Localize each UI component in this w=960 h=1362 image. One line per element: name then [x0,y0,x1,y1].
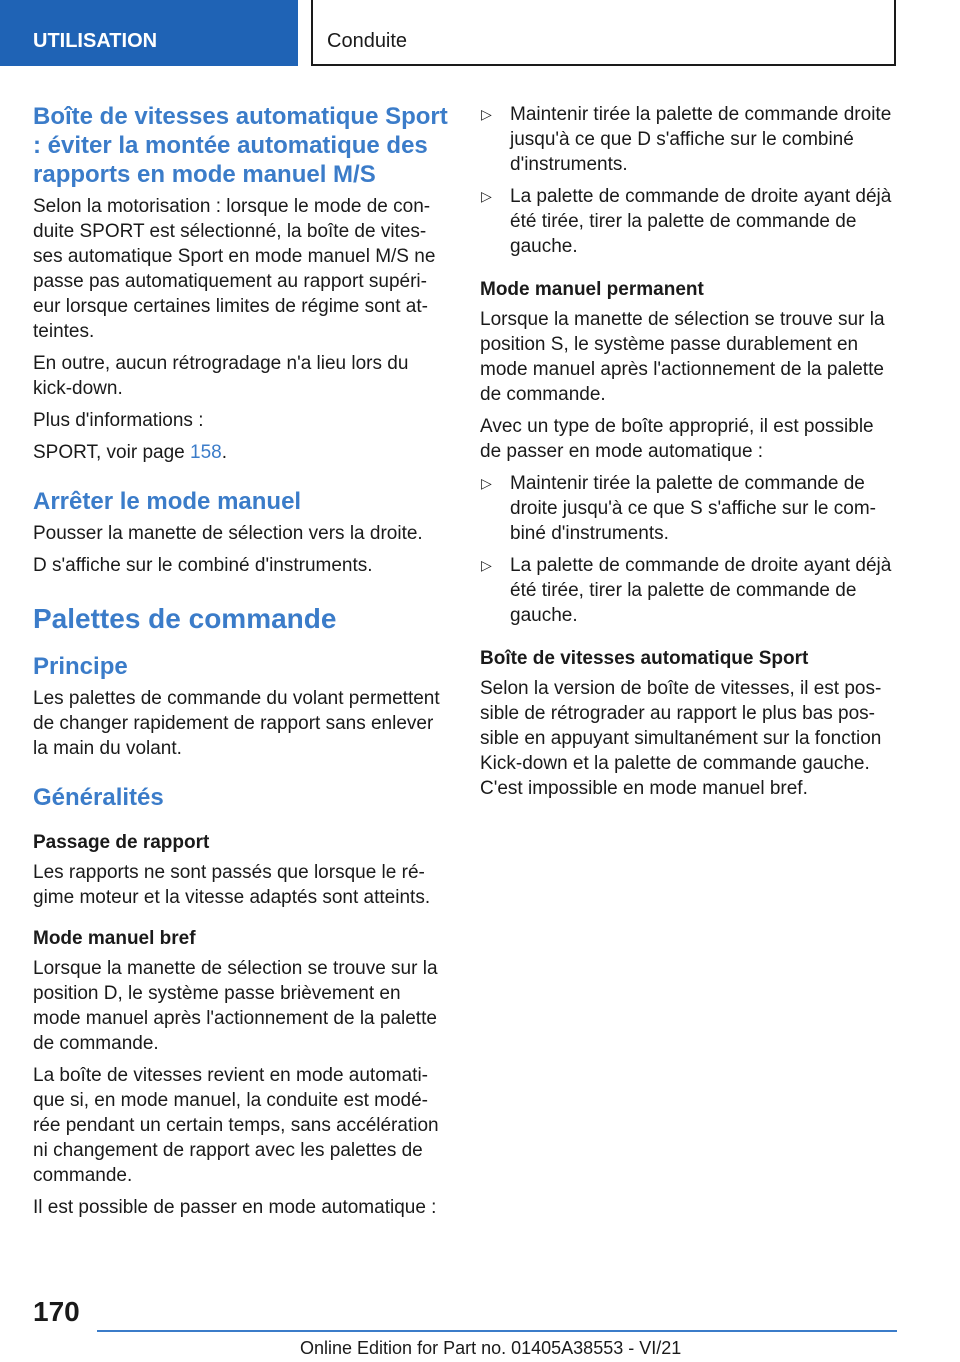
stop-manual-heading: Arrêter le mode manuel [33,488,302,515]
bullet-triangle-icon: ▷ [481,557,492,573]
cross-reference [33,440,451,465]
paragraph: Selon la motorisation : lorsque le mode de con-duite SPORT est sélectionné, la boîte de vites-ses automatique Sport en mode manuel M/S ne passe pas automatiquement au rapport supéri-eur lorsque certaines limites de régime sont at-teintes. [33,196,436,342]
left-column [33,102,451,1227]
list-item: ▷ Maintenir tirée la palette de commande droite jusqu'à ce que D s'affiche sur le combiné d'instruments. [481,104,892,175]
reference-text: SPORT, voir page [33,442,191,463]
list-item: ▷ Maintenir tirée la palette de commande de droite jusqu'à ce que S s'affiche sur le com-biné d'instruments. [481,473,876,544]
page-number: 170 [33,1296,80,1327]
principe-heading: Principe [33,653,128,680]
section-tab[interactable]: UTILISATION [0,0,298,66]
paragraph: Avec un type de boîte approprié, il est possible de passer en mode automatique : [480,416,874,462]
page-link[interactable]: 158 [190,442,222,463]
paragraph: Lorsque la manette de sélection se trouve sur la position D, le système passe brièvement en mode manuel après l'actionnement de la palette de commande. [33,958,438,1054]
paragraph: D s'affiche sur le combiné d'instruments. [33,555,373,576]
bref-heading: Mode manuel bref [33,928,196,949]
paragraph: Plus d'informations : [33,410,204,431]
list-item: ▷ La palette de commande de droite ayant déjà été tirée, tirer la palette de commande de gauche. [481,186,892,257]
bullet-triangle-icon: ▷ [481,188,492,204]
bullet-triangle-icon: ▷ [481,106,492,122]
reference-end: . [221,442,227,463]
chapter-tab[interactable]: Conduite [311,0,896,66]
perm-heading: Mode manuel permanent [480,279,704,300]
bullet-triangle-icon: ▷ [481,475,492,491]
paragraph: Selon la version de boîte de vitesses, il est pos-sible de rétrograder au rapport le plus bas pos-sible en appuyant simultanément sur la fonction Kick-down et la palette de commande gauche. C'est impossible en mode manuel bref. [480,678,882,799]
passage-heading: Passage de rapport [33,832,210,853]
paragraph: Pousser la manette de sélection vers la droite. [33,523,423,544]
footer-divider [97,1330,897,1332]
paragraph: Les rapports ne sont passés que lorsque le ré-gime moteur et la vitesse adaptés sont atteints. [33,862,431,908]
paragraph: Les palettes de commande du volant permettent de changer rapidement de rapport sans enlever la main du volant. [33,688,440,759]
sportbox-heading: Boîte de vitesses automatique Sport [480,648,809,669]
paragraph: La boîte de vitesses revient en mode automati-que si, en mode manuel, la conduite est modé-rée pendant un certain temps, sans accélération ni changement de rapport avec les palettes de commande. [33,1065,439,1186]
palettes-heading: Palettes de commande [33,603,337,634]
paragraph: Lorsque la manette de sélection se trouve sur la position S, le système passe durablement en mode manuel après l'actionnement de la palette de commande. [480,309,885,405]
footer-edition: Online Edition for Part no. 01405A38553 - VI/21 [300,1338,682,1358]
paragraph: Il est possible de passer en mode automatique : [33,1197,437,1218]
sport-heading: Boîte de vitesses automatique Sport : éviter la montée automatique des rapports en mode manuel M/S [33,103,448,188]
paragraph: En outre, aucun rétrogradage n'a lieu lors du kick-down. [33,353,409,399]
list-item: ▷ La palette de commande de droite ayant déjà été tirée, tirer la palette de commande de gauche. [481,555,892,626]
general-heading: Généralités [33,784,164,811]
right-column [480,102,900,808]
